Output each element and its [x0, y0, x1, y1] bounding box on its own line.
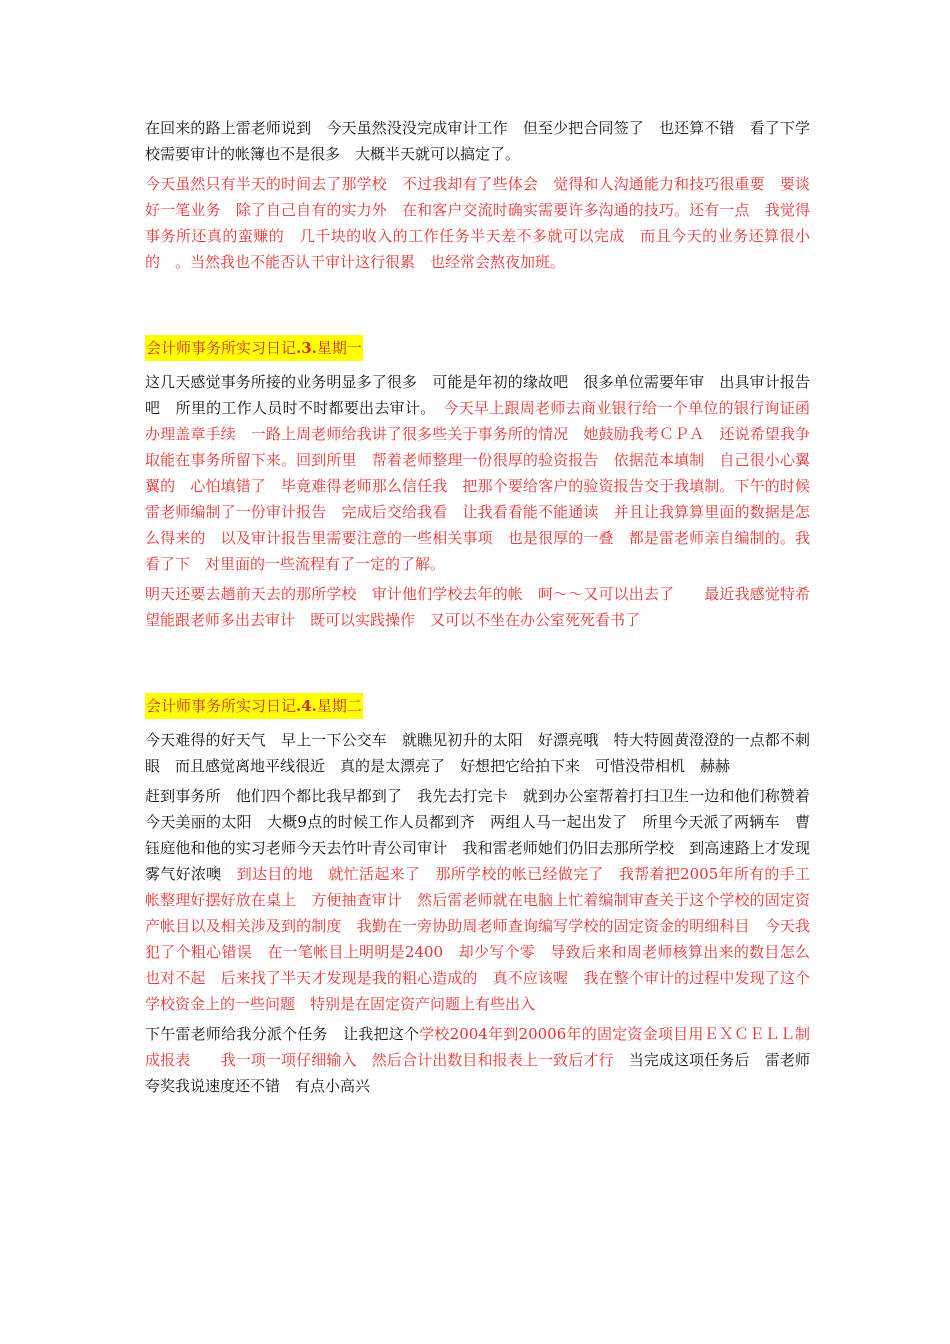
entry-3-paragraph-1	[145, 369, 810, 577]
entry-4-paragraph-3-b: 学校2004年到20006年的固定资金项目用ＥＸＣＥＬＬ制成报表 我一项一项仔细输入 然后合计出数目和报表上一致后才行	[145, 1025, 810, 1069]
intro-paragraph-2: 今天虽然只有半天的时间去了那学校 不过我却有了些体会 觉得和人沟通能力和技巧很重要 要谈好一笔业务 除了自己自有的实力外 在和客户交流时确实需要许多沟通的技巧。还有一点 我觉得事务所还真的蛮赚的 几千块的收入的工作任务半天差不多就可以完成 而且今天的业务还算很小的 。当然我也不能否认干审计这行很累 也经常会熬夜加班。	[145, 175, 810, 271]
entry-4-paragraph-3-c: 当完成这项任务后 雷老师夸奖我说速度还不错 有点小高兴	[145, 1051, 810, 1095]
entry-4-paragraph-1: 今天难得的好天气 早上一下公交车 就瞧见初升的太阳 好漂亮哦 特大特圆黄澄澄的一点都不刺眼 而且感觉离地平线很近 真的是太漂亮了 好想把它给拍下来 可惜没带相机 赫赫	[145, 731, 810, 775]
entry-4-title-weekday: 星期二	[316, 697, 362, 715]
entry-4-paragraph-2	[145, 783, 810, 1017]
entry-4-title-number: .4.	[296, 697, 317, 715]
entry-3-title-weekday: 星期一	[316, 339, 362, 357]
entry-3-paragraph-1-red: 今天早上跟周老师去商业银行给一个单位的银行询证函办理盖章手续 一路上周老师给我讲了很多些关于事务所的情况 她鼓励我考ＣＰＡ 还说希望我争取能在事务所留下来。回到所里 帮着老师整理一份很厚的验资报告 依据范本填制 自己很小心翼翼的 心怕填错了 毕竟难得老师那么信任我 把那个要给客户的验资报告交于我填制。下午的时候雷老师编制了一份审计报告 完成后交给我看 让我看看能不能通读 并且让我算算里面的数据是怎么得来的 以及审计报告里需要注意的一些相关事项 也是很厚的一叠 都是雷老师亲自编制的。我看了下 对里面的一些流程有了一定的了解。	[145, 399, 810, 573]
entry-3-title-prefix: 会计师事务所实习日记	[146, 339, 297, 357]
entry-4-paragraph-3-a: 下午雷老师给我分派个任务 让我把这个	[145, 1025, 420, 1043]
entry-4-paragraph-2-red: 到达目的地 就忙活起来了 那所学校的帐已经做完了 我帮着把2005年所有的手工帐整理好摆好放在桌上 方便抽查审计 然后雷老师就在电脑上忙着编制审查关于这个学校的固定资产帐目以及相关涉及到的制度 我勤在一旁协助周老师查询编写学校的固定资金的明细科目 今天我犯了个粗心错误 在一笔帐目上明明是2400 却少写个零 导致后来和周老师核算出来的数目怎么也对不起 后来找了半天才发现是我的粗心造成的 真不应该喔 我在整个审计的过程中发现了这个学校资金上的一些问题 特别是在固定资产问题上有些出入	[145, 865, 810, 1013]
entry-4-paragraph-2-black: 赶到事务所 他们四个都比我早都到了 我先去打完卡 就到办公室帮着打扫卫生一边和他们称赞着今天美丽的太阳 大概9点的时候工作人员都到齐 两组人马一起出发了 所里今天派了两辆车 曹钰庭他和他的实习老师今天去竹叶青公司审计 我和雷老师她们仍旧去那所学校 到高速路上才发现雾气好浓噢	[145, 787, 810, 883]
document-page	[145, 115, 810, 1103]
intro-paragraph-1: 在回来的路上雷老师说到 今天虽然没没完成审计工作 但至少把合同签了 也还算不错 看了下学校需要审计的帐簿也不是很多 大概半天就可以搞定了。	[145, 119, 810, 163]
entry-3-heading	[145, 335, 810, 361]
entry-4-heading	[145, 693, 810, 719]
entry-3-paragraph-1-black: 这几天感觉事务所接的业务明显多了很多 可能是年初的缘故吧 很多单位需要年审 出具审计报告吧 所里的工作人员时不时都要出去审计。	[145, 373, 810, 417]
entry-3-paragraph-2: 明天还要去趟前天去的那所学校 审计他们学校去年的帐 呵～～又可以出去了 最近我感觉特希望能跟老师多出去审计 既可以实践操作 又可以不坐在办公室死死看书了	[145, 585, 810, 629]
entry-4-paragraph-3	[145, 1021, 810, 1099]
entry-4-title-prefix: 会计师事务所实习日记	[146, 697, 297, 715]
entry-3-title-number: .3.	[296, 339, 317, 357]
